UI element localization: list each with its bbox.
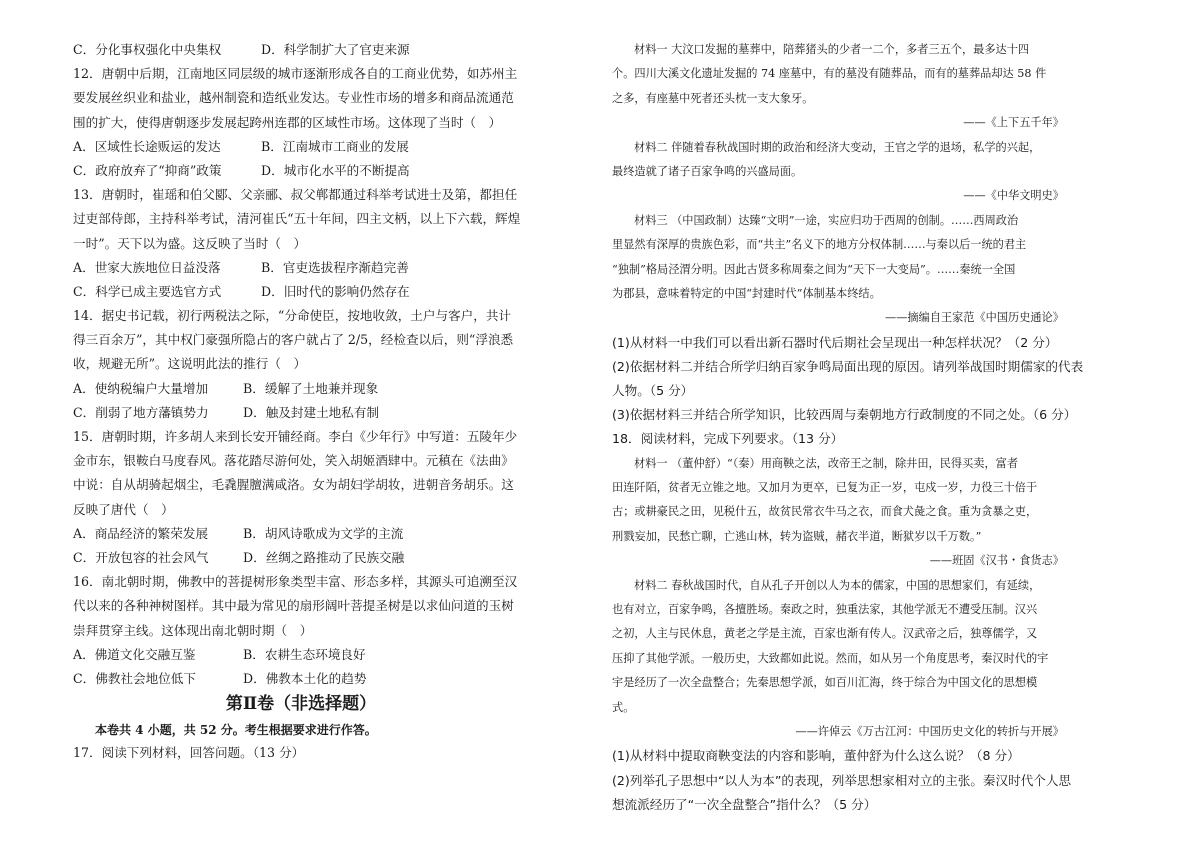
option-row (73, 135, 529, 159)
option-c: C．削弱了地方藩镇势力 (73, 404, 209, 420)
material-text: 最终造就了诸子百家争鸣的兴盛局面。 (612, 164, 803, 178)
option-row (73, 401, 529, 425)
option-d: D．触及封建土地私有制 (243, 404, 380, 420)
option-a: A．商品经济的繁荣发展 (73, 525, 209, 541)
option-a: A．使纳税编户大量增加 (73, 380, 209, 396)
option-row (73, 522, 529, 546)
option-b: B．江南城市工商业的发展 (261, 138, 409, 154)
right-column (612, 38, 1084, 817)
option-c: C．政府放弃了“抑商”政策 (73, 162, 222, 178)
option-d: D．佛教本土化的趋势 (243, 670, 367, 686)
question-12-text: 围的扩大，使得唐朝逐步发展起跨州连郡的区域性市场。这体现了当时（ ） (73, 114, 502, 130)
material-text: 材料一 大汶口发掘的墓葬中，陪葬猪头的少者一二个，多者三五个，最多达十四 (634, 43, 1030, 56)
section-note: 本卷共 4 小题，共 52 分。考生根据要求进行作答。 (95, 723, 377, 738)
question-15-text: 15．唐朝时期，许多胡人来到长安开铺经商。李白《少年行》中写道：五陵年少 (73, 429, 518, 444)
material-text: 材料三 （中国政制）达臻“文明”一途，实应归功于西周的创制。……西周政治 (634, 213, 1019, 227)
option-row (73, 643, 529, 667)
material-text: 材料二 春秋战国时代，自从孔子开创以人为本的儒家，中国的思想家们，有延续， (634, 578, 1041, 592)
material-text: 之初，人主与民休息，黄老之学是主流，百家也渐有传人。汉武帝之后，独尊儒学，又 (612, 627, 1038, 641)
question-15-text: 金市东，银鞍白马度春风。落花踏尽游何处，笑入胡姬酒肆中。元稹在《法曲》 (73, 453, 514, 469)
option-d: D．城市化水平的不断提高 (261, 162, 410, 178)
material-text: 里显然有深厚的贵族色彩，而“共主”名义下的地方分权体制……与秦以后一统的君主 (612, 238, 1027, 252)
option-a: A．世家大族地位日益没落 (73, 259, 221, 275)
question-14-text: 14．据史书记载，初行两税法之际，“分命使臣，按地收敛，土户与客户，共计 (73, 308, 512, 324)
question-12-text: 要发展丝织业和盐业，越州制瓷和造纸业发达。专业性市场的增多和商品流通范 (73, 90, 514, 106)
question-12-text: 12．唐朝中后期，江南地区同层级的城市逐渐形成各自的工商业优势，如苏州主 (73, 66, 518, 82)
option-c: C．佛教社会地位低下 (73, 670, 196, 686)
material-text: 也有对立，百家争鸣，各擅胜场。秦政之时，独重法家，其他学派无不遭受压制。汉兴 (612, 602, 1038, 616)
material-text: 压抑了其他学派。一般历史，大致都如此说。然而，如从另一个角度思考，秦汉时代的宇 (612, 651, 1049, 665)
material-text: 材料一 （董仲舒）“（秦）用商鞅之法，改帝王之制，除井田，民得买卖，富者 (634, 456, 1019, 470)
option-row (73, 159, 529, 183)
question-18-prompt: 18．阅读材料，完成下列要求。（13 分） (612, 431, 844, 447)
option-b: B．官吏选拔程序渐趋完善 (261, 259, 409, 275)
question-14-text: 收，规避无所”。这说明此法的推行（ ） (73, 356, 307, 372)
option-a: A．佛道文化交融互鉴 (73, 646, 196, 662)
material-text: 个。四川大溪文化遗址发掘的 74 座墓中，有的墓没有随葬品，而有的墓葬品却达 58 件 (612, 67, 1047, 81)
material-text: 古；或耕豪民之田，见税什五，故贫民常衣牛马之衣，而食犬彘之食。重为贪暴之吏， (612, 505, 1038, 519)
question-16-text: 代以来的各种神树图样。其中最为常见的扇形阔叶菩提圣树是以求仙问道的玉树 (73, 598, 514, 614)
question-16-text: 崇拜贯穿主线。这体现出南北朝时期（ ） (73, 622, 313, 638)
question-13-text: 过吏部侍郎，主持科举考试，清河崔氏“五十年间，四主文柄，以上下六载，辉煌 (73, 211, 521, 227)
left-column (73, 38, 529, 765)
question-13-text: 13．唐朝时，崔瑶和伯父郾、父亲郦、叔父郸都通过科举考试进士及第，都担任 (73, 187, 518, 203)
sub-question: 想流派经历了“一次全盘整合”指什么？（5 分） (612, 796, 877, 812)
question-17-prompt: 17．阅读下列材料，回答问题。（13 分） (73, 745, 305, 761)
material-text: 为郡县，意味着特定的中国“封建时代”体制基本终结。 (612, 286, 881, 300)
material-text: 宇是经历了一次全盘整合；先秦思想学派，如百川汇海，终于综合为中国文化的思想模 (612, 676, 1038, 690)
option-c: C．开放包容的社会风气 (73, 549, 209, 565)
option-a: A．区域性长途贩运的发达 (73, 138, 221, 154)
material-source: ——班固《汉书・食货志》 (929, 554, 1064, 568)
section-title: 第Ⅱ卷（非选择题） (225, 694, 377, 715)
question-13-text: 一时”。天下以为盛。这反映了当时（ ） (73, 235, 307, 251)
option-d: D．科学制扩大了官吏来源 (261, 42, 410, 57)
material-text: 式。 (612, 700, 635, 714)
question-15-text: 反映了唐代（ ） (73, 501, 174, 517)
option-row (73, 256, 529, 280)
question-14-text: 得三百余万”，其中权门豪强所隐占的客户就占了 2/5，经检查以后，则“浮浪悉 (73, 332, 514, 348)
sub-question: 人物。（5 分） (612, 383, 694, 399)
question-16-text: 16．南北朝时期，佛教中的菩提树形象类型丰富、形态多样，其源头可追溯至汉 (73, 574, 518, 590)
question-15-text: 中说：自从胡骑起烟尘，毛毳腥膻满咸洛。女为胡妇学胡妆，进朝音务胡乐。这 (73, 477, 514, 493)
material-text: 之多，有座墓中死者还头枕一支大象牙。 (612, 91, 814, 105)
material-source: ——许倬云《万古江河：中国历史文化的转折与开展》 (795, 724, 1064, 738)
option-row (73, 38, 529, 62)
material-text: 刑戮妄加，民愁亡聊，亡逃山林，转为盗贼，赭衣半道，断狱岁以千万数。” (612, 529, 982, 543)
material-text: 田连阡陌，贫者无立锥之地。又加月为更卒，已复为正一岁，屯戍一岁，力役三十倍于 (612, 481, 1038, 495)
option-row (73, 546, 529, 570)
option-b: B．缓解了土地兼并现象 (243, 380, 379, 396)
material-text: 材料二 伴随着春秋战国时期的政治和经济大变动，王官之学的退场，私学的兴起， (634, 140, 1041, 154)
option-d: D．旧时代的影响仍然存在 (261, 283, 410, 299)
material-source: ——摘编自王家范《中国历史通论》 (884, 311, 1064, 325)
option-c: C．分化事权强化中央集权 (73, 42, 222, 57)
option-row (73, 667, 529, 691)
sub-question: (3)依据材料三并结合所学知识，比较西周与秦朝地方行政制度的不同之处。（6 分） (612, 407, 1077, 423)
material-text: “独制”格局泾渭分明。因此古贤多称周秦之间为“天下一大变局”。……秦统一全国 (612, 262, 1016, 276)
sub-question: (1)从材料一中我们可以看出新石器时代后期社会呈现出一种怎样状况？（2 分） (612, 334, 1058, 350)
option-c: C．科学已成主要选官方式 (73, 283, 222, 299)
sub-question: (2)依据材料二并结合所学归纳百家争鸣局面出现的原因。请列举战国时期儒家的代表 (612, 358, 1084, 374)
sub-question: (1)从材料中提取商鞅变法的内容和影响，董仲舒为什么这么说？（8 分） (612, 748, 1020, 764)
material-source: ——《中华文明史》 (963, 189, 1064, 203)
option-row (73, 377, 529, 401)
option-b: B．胡风诗歌成为文学的主流 (243, 525, 404, 541)
material-source: ——《上下五千年》 (963, 116, 1064, 130)
option-row (73, 280, 529, 304)
option-d: D．丝绸之路推动了民族交融 (243, 549, 405, 565)
option-b: B．农耕生态环境良好 (243, 646, 366, 662)
sub-question: (2)列举孔子思想中“以人为本”的表现，列举思想家相对立的主张。秦汉时代个人思 (612, 772, 1072, 788)
